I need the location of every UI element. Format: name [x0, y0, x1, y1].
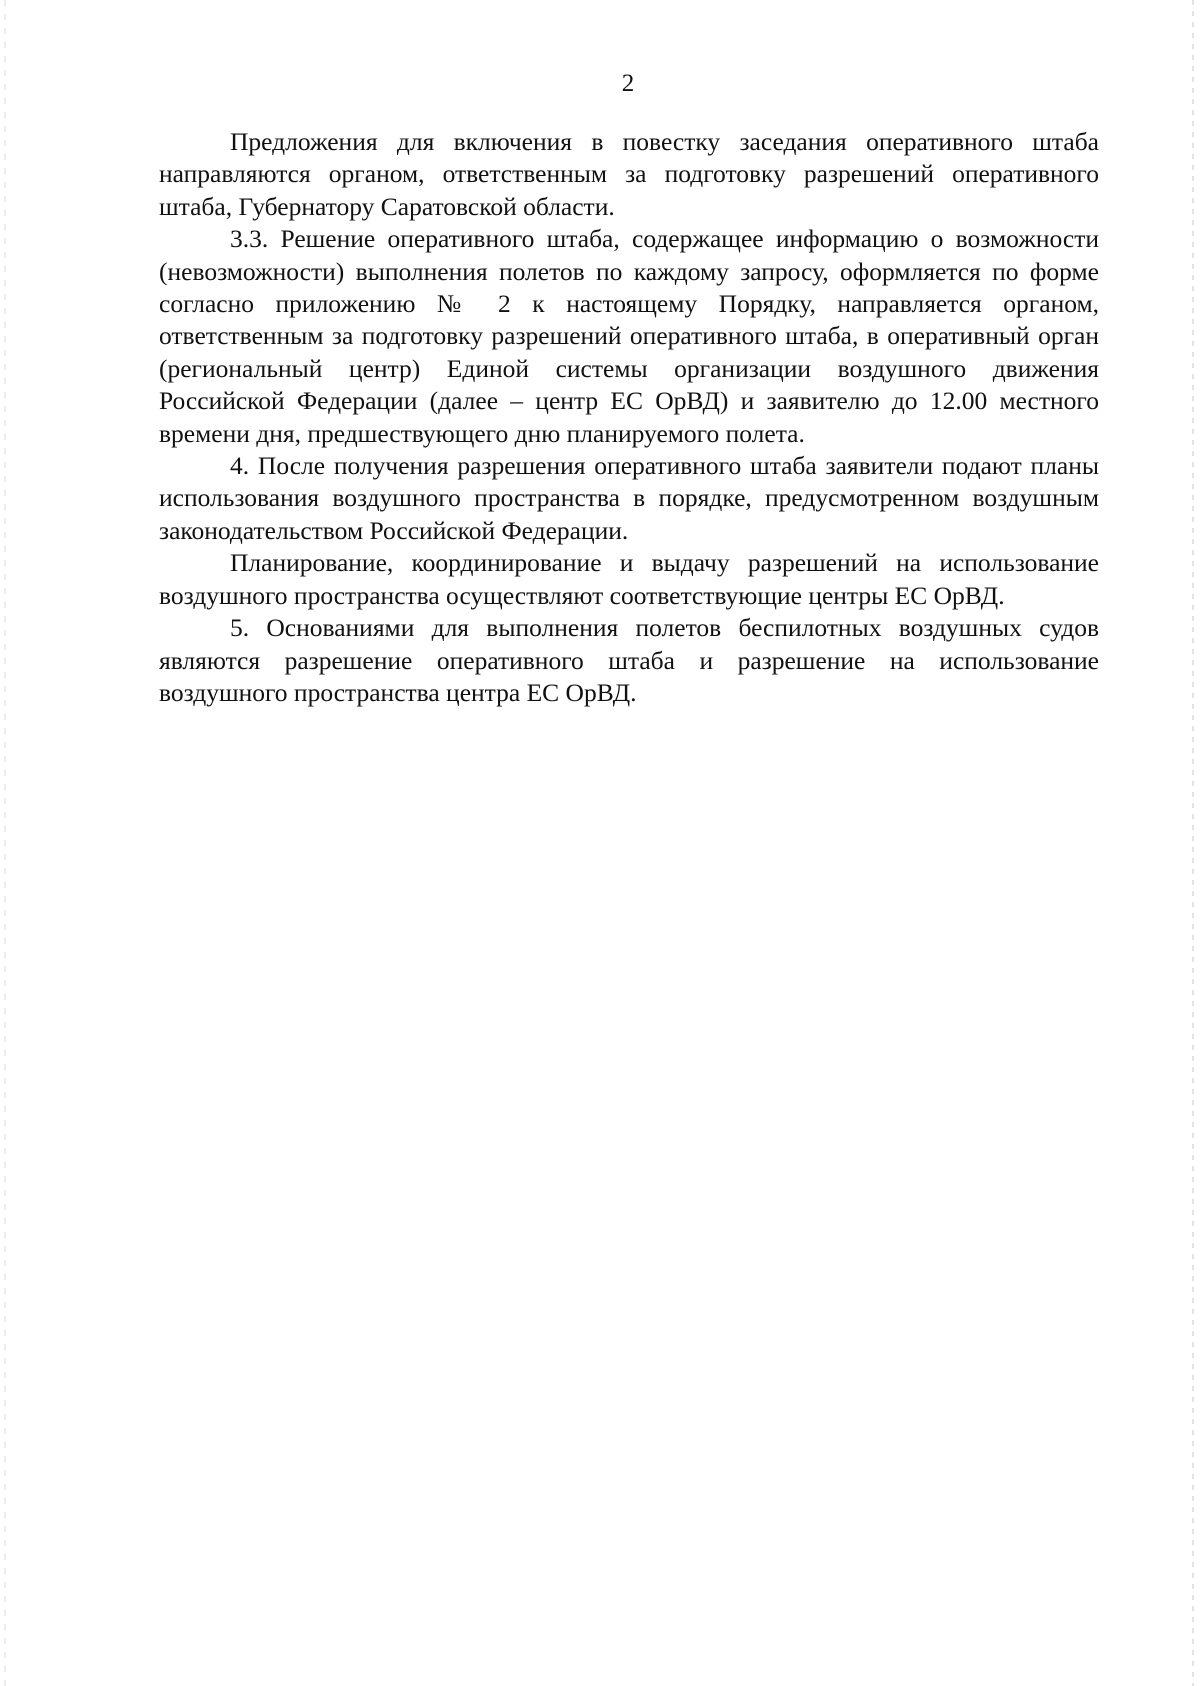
- paragraph-4: 4. После получения разрешения оперативного штаба заявители подают планы использования воздушного пространства в порядке, предусмотренном воздушным законодательством Российской Федерации.: [159, 451, 1099, 545]
- page-number: 2: [621, 70, 635, 97]
- paragraph-5: 5. Основаниями для выполнения полетов беспилотных воздушных судов являются разрешение оперативного штаба и разрешение на использование воздушного пространства центра ЕС ОрВД.: [159, 613, 1099, 707]
- scan-edge-left: [4, 0, 6, 1686]
- scan-edge-right: [1192, 0, 1194, 1686]
- paragraph-planning: Планирование, координирование и выдачу разрешений на использование воздушного пространства осуществляют соответствующие центры ЕС ОрВД.: [159, 548, 1099, 610]
- paragraph-3-3: 3.3. Решение оперативного штаба, содержащее информацию о возможности (невозможности) выполнения полетов по каждому запросу, оформляется по форме согласно приложению № 2 к настоящему Порядку, направляется органом, ответственным за подготовку разрешений оперативного штаба, в оперативный орган (региональный центр) Единой системы организации воздушного движения Российской Федерации (далее – центр ЕС ОрВД) и заявителю до 12.00 местного времени дня, предшествующего дню планируемого полета.: [159, 224, 1099, 448]
- document-body: [159, 126, 1099, 709]
- paragraph-proposals: Предложения для включения в повестку заседания оперативного штаба направляются органом, ответственным за подготовку разрешений оперативного штаба, Губернатору Саратовской области.: [159, 127, 1099, 221]
